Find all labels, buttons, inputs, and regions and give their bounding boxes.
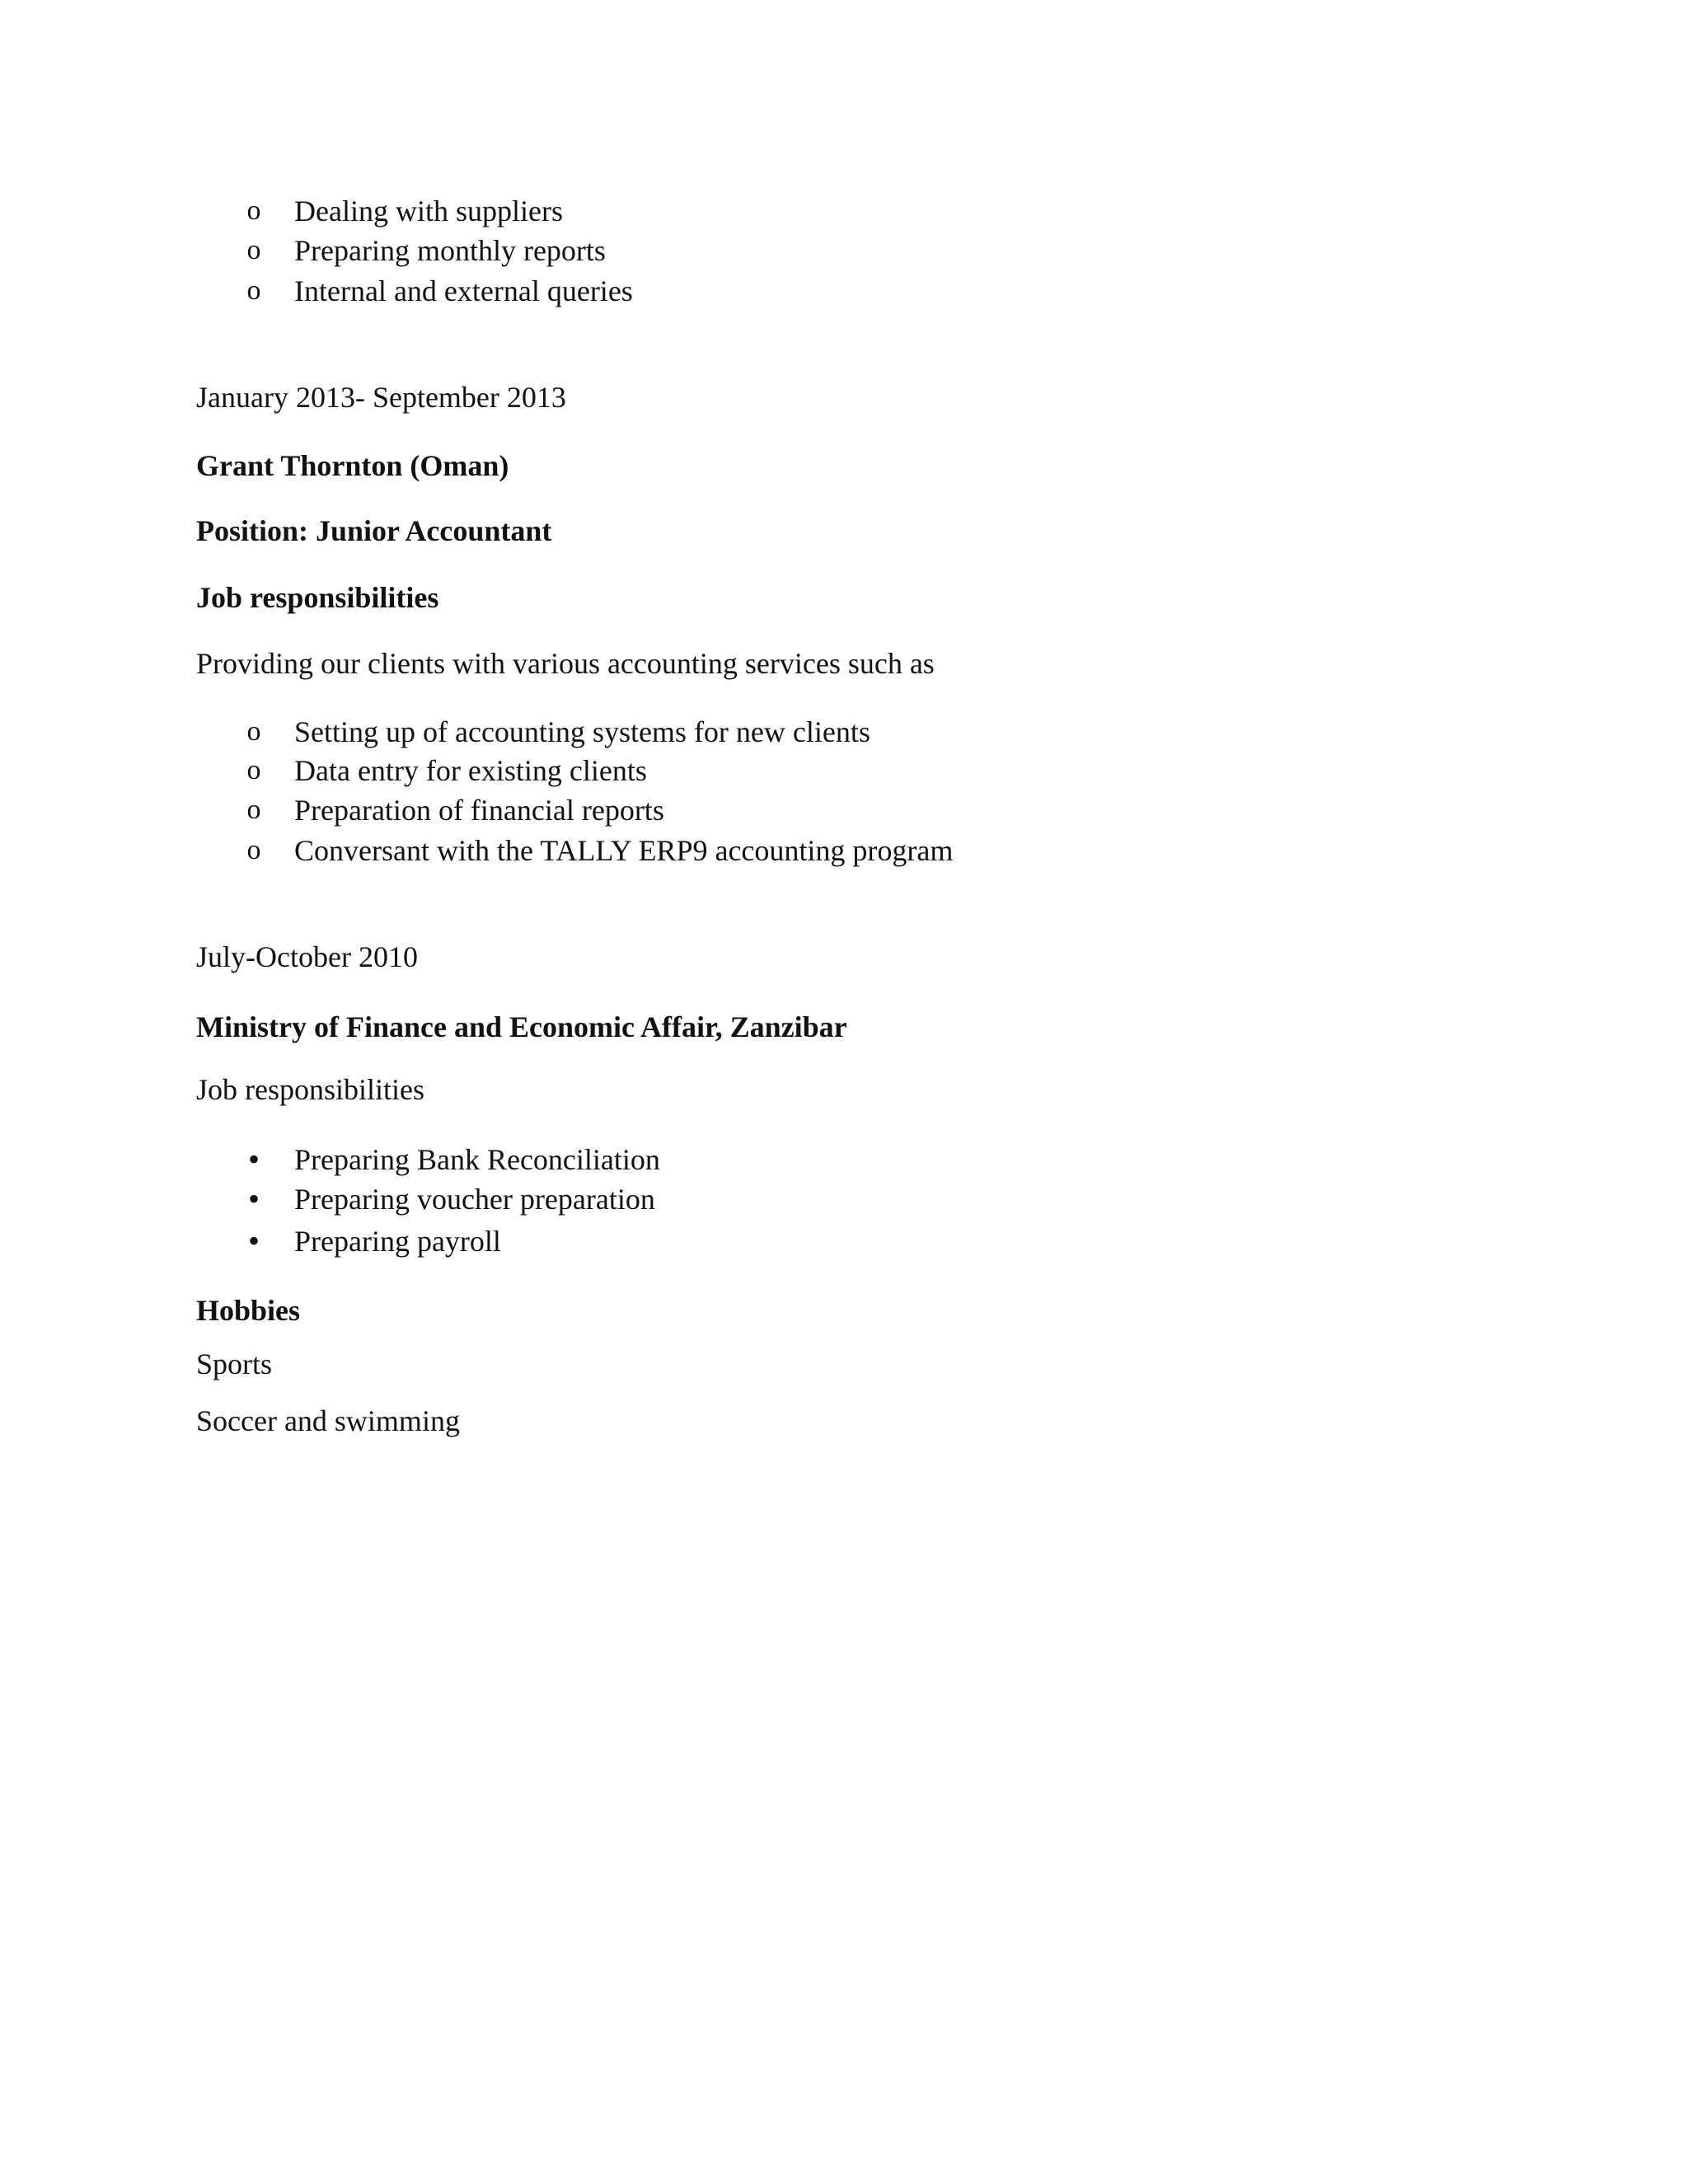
list-item: Preparing monthly reports xyxy=(294,234,606,267)
list-item: Dealing with suppliers xyxy=(294,194,563,227)
bullet-icon: • xyxy=(247,1222,260,1259)
hobbies-heading: Hobbies xyxy=(196,1294,301,1327)
list-marker: o xyxy=(246,195,261,226)
list-marker: o xyxy=(246,716,261,747)
bullet-icon: • xyxy=(247,1180,260,1217)
job-dates: January 2013- September 2013 xyxy=(196,381,566,414)
list-item: Conversant with the TALLY ERP9 accounting program xyxy=(294,834,954,867)
responsibilities-heading: Job responsibilities xyxy=(196,581,439,614)
list-marker: o xyxy=(246,835,261,865)
list-item: Preparation of financial reports xyxy=(294,794,664,827)
list-item: Preparing Bank Reconciliation xyxy=(294,1143,660,1176)
hobbies-detail: Soccer and swimming xyxy=(196,1404,460,1437)
company-name: Grant Thornton (Oman) xyxy=(196,449,509,482)
job-intro: Providing our clients with various accounting services such as xyxy=(196,647,935,680)
list-marker: o xyxy=(246,235,261,265)
list-marker: o xyxy=(246,755,261,785)
list-item: Preparing payroll xyxy=(294,1225,501,1258)
job-dates: July-October 2010 xyxy=(196,940,418,973)
list-item: Data entry for existing clients xyxy=(294,754,647,787)
responsibilities-heading: Job responsibilities xyxy=(196,1073,424,1106)
hobbies-category: Sports xyxy=(196,1347,273,1380)
list-marker: o xyxy=(246,794,261,825)
list-item: Internal and external queries xyxy=(294,274,633,307)
list-marker: o xyxy=(246,275,261,306)
list-item: Setting up of accounting systems for new clients xyxy=(294,715,870,748)
company-name: Ministry of Finance and Economic Affair, Zanzibar xyxy=(196,1010,847,1043)
bullet-icon: • xyxy=(247,1141,260,1178)
list-item: Preparing voucher preparation xyxy=(294,1183,655,1216)
job-position: Position: Junior Accountant xyxy=(196,514,552,547)
